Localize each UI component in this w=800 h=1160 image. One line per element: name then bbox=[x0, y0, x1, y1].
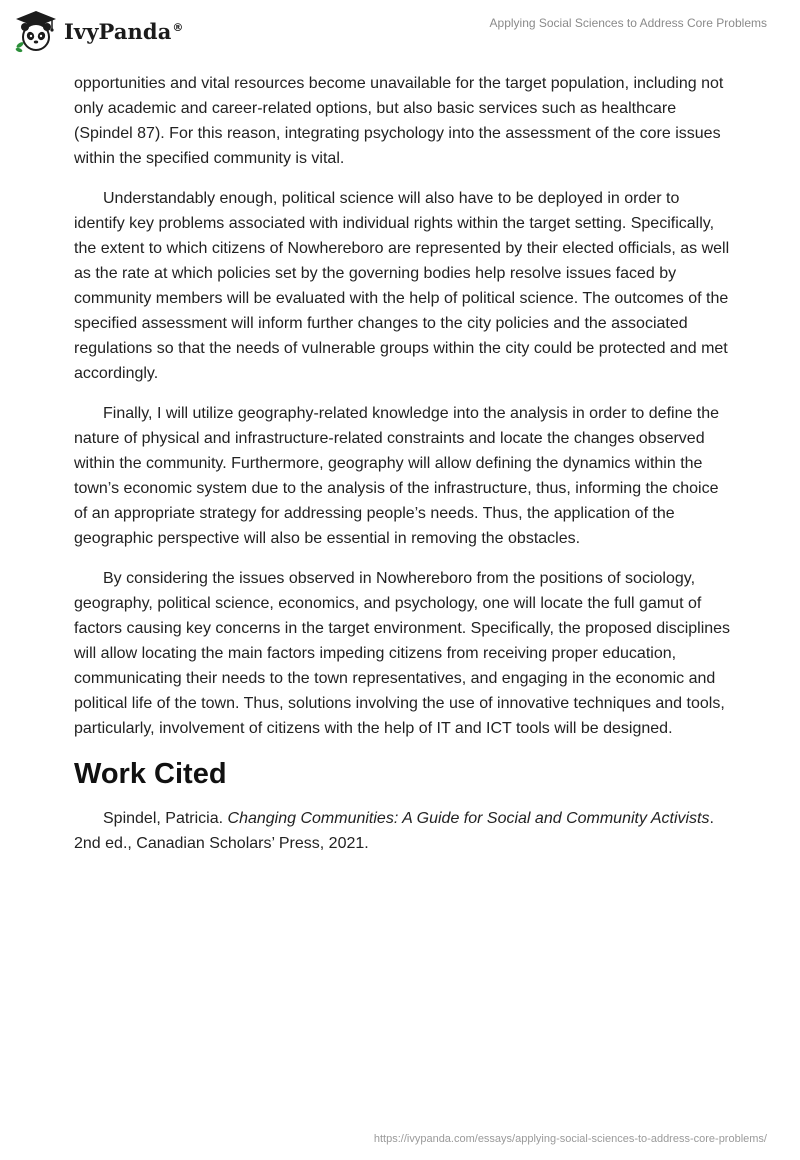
works-cited-heading: Work Cited bbox=[74, 758, 227, 790]
ivypanda-logo[interactable] bbox=[14, 6, 184, 56]
essay-content bbox=[74, 71, 734, 856]
logo-name: IvyPanda bbox=[64, 18, 172, 44]
source-url[interactable]: https://ivypanda.com/essays/applying-social-sciences-to-address-core-problems/ bbox=[373, 1133, 767, 1145]
citation-title: Changing Communities: A Guide for Social and Community Activists bbox=[227, 810, 710, 827]
citation-details: . 2nd ed., Canadian Scholars’ Press, 2021. bbox=[74, 810, 714, 852]
page-header bbox=[0, 0, 800, 60]
logo-wordmark bbox=[64, 19, 184, 44]
registered-mark: ® bbox=[172, 20, 184, 34]
panda-graduate-icon bbox=[14, 9, 58, 53]
body-paragraph: By considering the issues observed in Nowhereboro from the positions of sociology, geography, political science, economics, and psychology, one will locate the full gamut of factors causing key concerns in the target environment. Specifically, the proposed disciplines will allow locating the main factors impeding citizens from receiving proper education, communicating their needs to the town representatives, and engaging in the economic and political life of the town. Thus, solutions involving the use of innovative techniques and tools, particularly, involvement of citizens with the help of IT and ICT tools will be designed. bbox=[74, 570, 731, 737]
body-paragraph: Finally, I will utilize geography-related knowledge into the analysis in order to define the nature of physical and infrastructure-related constraints and locate the changes observed within the community. Furthermore, geography will allow defining the dynamics within the town’s economic system due to the analysis of the infrastructure, thus, informing the choice of an appropriate strategy for addressing people’s needs. Thus, the application of the geographic perspective will also be essential in removing the obstacles. bbox=[74, 405, 720, 547]
citation-author: Spindel, Patricia. bbox=[103, 810, 228, 827]
body-paragraph: Understandably enough, political science will also have to be deployed in order to identify key problems associated with individual rights within the target setting. Specifically, the extent to which citizens of Nowhereboro are represented by their elected officials, as well as the rate at which policies set by the governing bodies help resolve issues faced by community members will be evaluated with the help of political science. The outcomes of the specified assessment will inform further changes to the city policies and the associated regulations so that the needs of vulnerable groups within the city could be protected and met accordingly. bbox=[74, 190, 730, 382]
document-title: Applying Social Sciences to Address Core Problems bbox=[489, 16, 767, 30]
citation-entry bbox=[74, 806, 734, 856]
body-paragraph: opportunities and vital resources become unavailable for the target population, including not only academic and career-related options, but also basic services such as healthcare (Spindel 87). For this reason, integrating psychology into the assessment of the core issues within the specified community is vital. bbox=[74, 75, 724, 167]
